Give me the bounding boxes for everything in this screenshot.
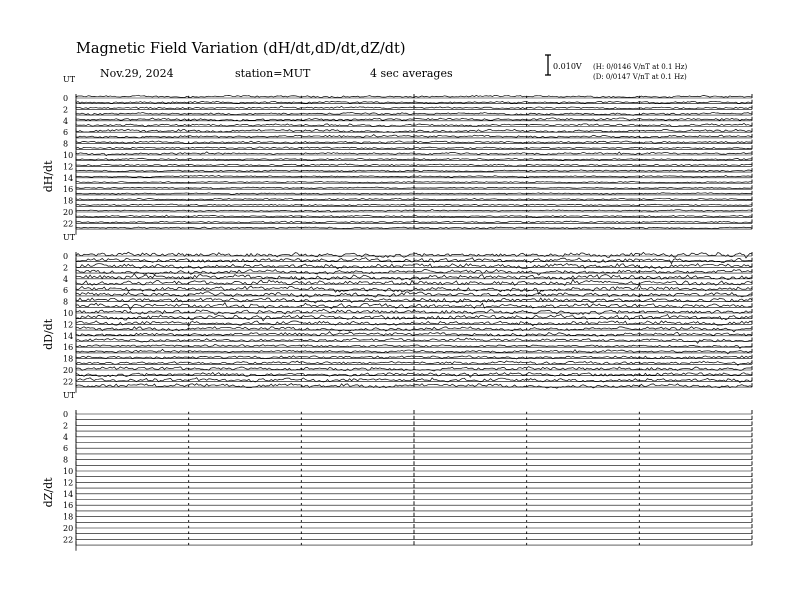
hour-tick-label: 12: [63, 162, 74, 172]
hour-tick-label: 8: [63, 297, 69, 307]
hour-tick-label: 8: [63, 455, 69, 465]
hour-tick-label: 22: [63, 535, 74, 545]
ut-label: UT: [63, 391, 76, 400]
hour-tick-label: 4: [63, 432, 69, 442]
panel-2: [42, 391, 752, 551]
hour-tick-label: 16: [63, 185, 74, 195]
hour-tick-label: 6: [63, 128, 69, 138]
hour-tick-label: 10: [63, 151, 74, 160]
hour-tick-label: 20: [63, 524, 74, 533]
station-label: station=MUT: [235, 67, 311, 80]
scale-bar-icon: [545, 55, 551, 75]
hour-tick-label: 14: [63, 331, 74, 341]
hour-tick-label: 10: [63, 309, 74, 318]
hour-tick-label: 14: [63, 173, 74, 183]
hour-tick-label: 22: [63, 219, 74, 229]
scale-d-note: (D: 0/0147 V/nT at 0.1 Hz): [593, 73, 687, 81]
hour-tick-label: 8: [63, 139, 69, 149]
hour-tick-label: 22: [63, 377, 74, 387]
hour-tick-label: 16: [63, 501, 74, 511]
averaging-label: 4 sec averages: [370, 67, 453, 80]
hour-tick-label: 18: [63, 196, 74, 206]
panel-0: [42, 75, 752, 235]
scale-h-note: (H: 0/0146 V/nT at 0.1 Hz): [593, 63, 688, 71]
hour-tick-label: 10: [63, 467, 74, 476]
date-label: Nov.29, 2024: [100, 67, 174, 80]
scale-value: 0.010V: [553, 62, 582, 71]
y-axis-label: dH/dt: [42, 160, 55, 193]
hour-tick-label: 2: [63, 421, 69, 431]
hour-tick-label: 20: [63, 208, 74, 217]
hour-tick-label: 4: [63, 274, 69, 284]
hour-tick-label: 0: [63, 410, 69, 419]
hour-tick-label: 18: [63, 512, 74, 522]
hour-tick-label: 6: [63, 286, 69, 296]
hour-tick-label: 18: [63, 354, 74, 364]
hour-tick-label: 4: [63, 116, 69, 126]
panels-group: [42, 75, 752, 551]
ut-label: UT: [63, 75, 76, 84]
panel-1: [42, 233, 752, 393]
hour-tick-label: 0: [63, 94, 69, 103]
hour-tick-label: 2: [63, 263, 69, 273]
hour-tick-label: 0: [63, 252, 69, 261]
ut-label: UT: [63, 233, 76, 242]
hour-tick-label: 6: [63, 444, 69, 454]
y-axis-label: dZ/dt: [42, 477, 55, 508]
chart-title: Magnetic Field Variation (dH/dt,dD/dt,dZ/dt): [76, 41, 406, 57]
hour-tick-label: 14: [63, 489, 74, 499]
hour-tick-label: 20: [63, 366, 74, 375]
hour-tick-label: 12: [63, 478, 74, 488]
y-axis-label: dD/dt: [42, 318, 55, 350]
hour-tick-label: 16: [63, 343, 74, 353]
hour-tick-label: 2: [63, 105, 69, 115]
hour-tick-label: 12: [63, 320, 74, 330]
